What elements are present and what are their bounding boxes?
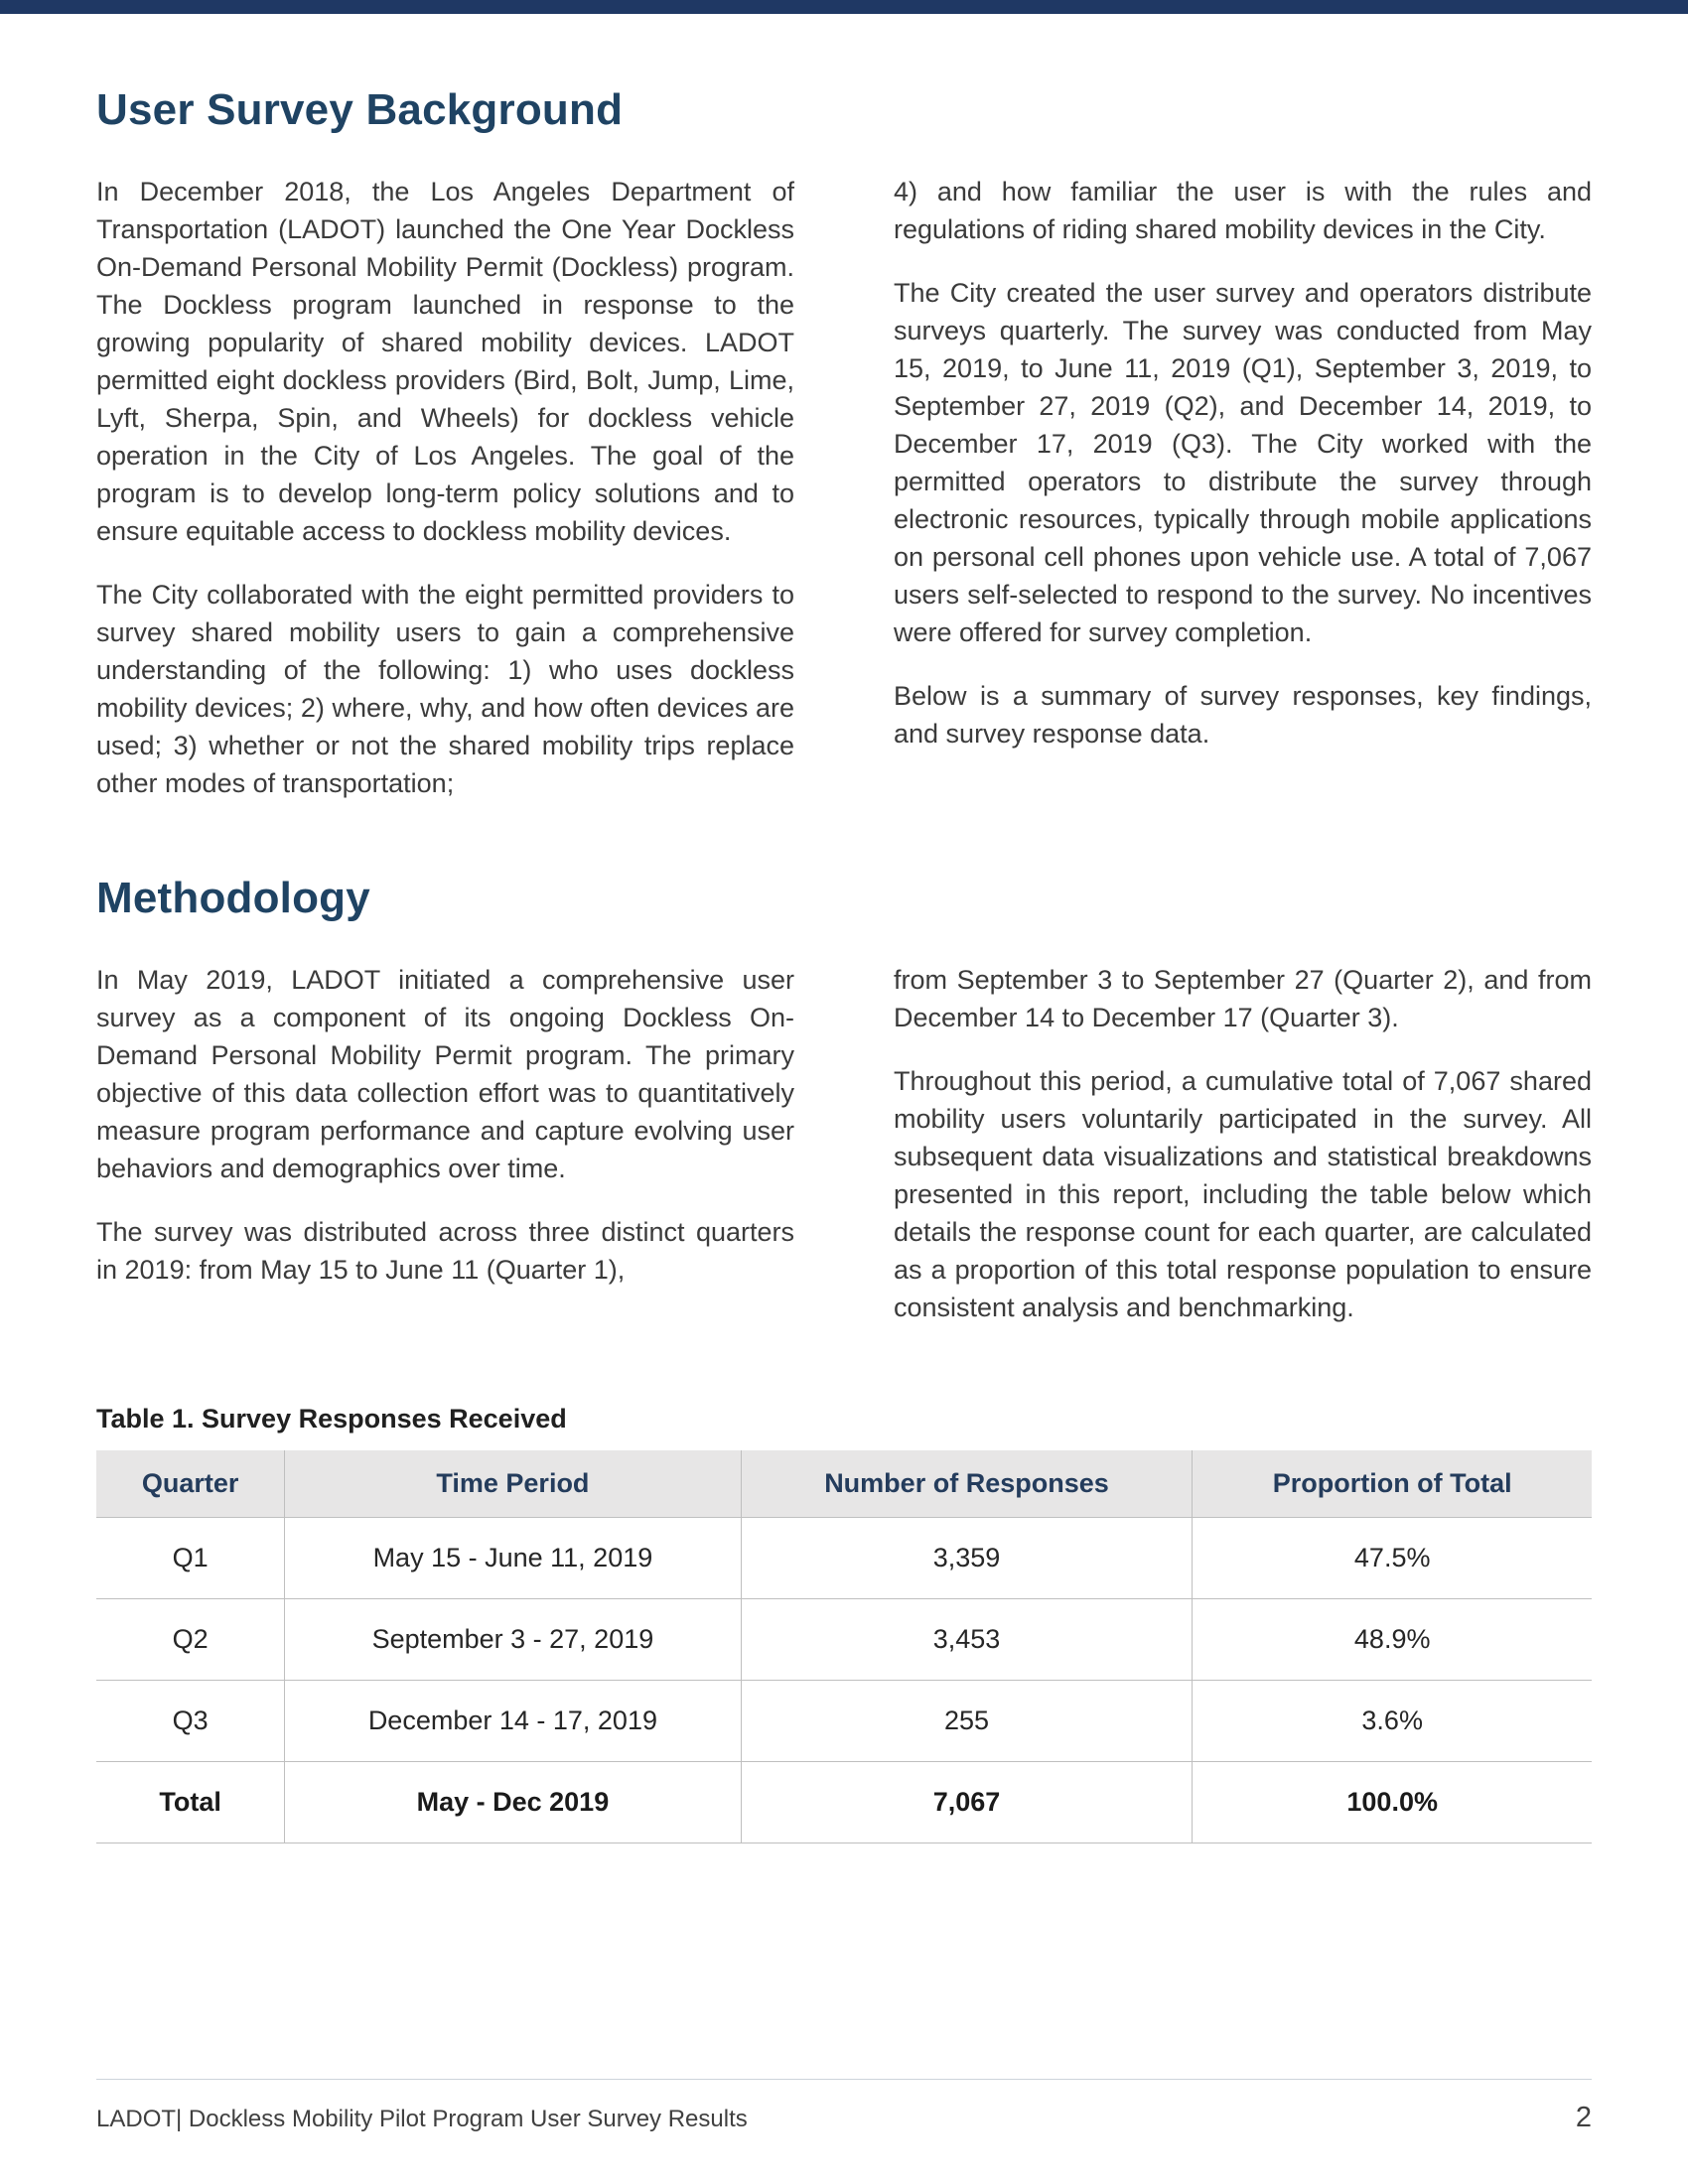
cell-responses: 3,359 (741, 1518, 1193, 1599)
body-paragraph: The survey was distributed across three distinct quarters in 2019: from May 15 to June 11 (Quarter 1), (96, 1217, 794, 1285)
section-methodology (96, 874, 1592, 1326)
table-row (96, 1681, 1592, 1762)
column-header-quarter: Quarter (96, 1450, 285, 1518)
cell-proportion: 3.6% (1193, 1681, 1592, 1762)
survey-responses-table (96, 1450, 1592, 1843)
cell-quarter: Total (96, 1762, 285, 1843)
body-paragraph: In May 2019, LADOT initiated a comprehensive user survey as a component of its ongoing Dockless On-Demand Personal Mobility Permit program. The primary objective of this data collection effort was to quantitatively measure program performance and capture evolving user behaviors and demographics over time. (96, 965, 794, 1183)
cell-responses: 3,453 (741, 1599, 1193, 1681)
section-title-methodology: Methodology (96, 874, 370, 922)
cell-time-period: May - Dec 2019 (285, 1762, 741, 1843)
cell-responses: 255 (741, 1681, 1193, 1762)
footer-document-title: LADOT| Dockless Mobility Pilot Program User Survey Results (96, 2106, 748, 2132)
left-column (96, 961, 794, 1326)
column-header-proportion-of-total: Proportion of Total (1193, 1450, 1592, 1518)
left-column (96, 173, 794, 802)
two-column-layout (96, 173, 1592, 802)
cell-proportion: 100.0% (1193, 1762, 1592, 1843)
body-paragraph: 4) and how familiar the user is with the rules and regulations of riding shared mobility devices in the City. (894, 177, 1592, 244)
cell-quarter: Q3 (96, 1681, 285, 1762)
body-paragraph: The City created the user survey and operators distribute surveys quarterly. The survey was conducted from May 15, 2019, to June 11, 2019 (Q1), September 3, 2019, to September 27, 2019 (Q2), and December 14, 2019, to December 17, 2019 (Q3). The City worked with the permitted operators to distribute the survey through electronic resources, typically through mobile applications on personal cell phones upon vehicle use. A total of 7,067 users self-selected to respond to the survey. No incentives were offered for survey completion. (894, 278, 1592, 647)
cell-responses: 7,067 (741, 1762, 1193, 1843)
footer-divider (96, 2079, 1592, 2080)
cell-quarter: Q2 (96, 1599, 285, 1681)
section-user-survey-background (96, 85, 1592, 802)
table-row (96, 1599, 1592, 1681)
table-caption: Table 1. Survey Responses Received (96, 1404, 567, 1433)
cell-quarter: Q1 (96, 1518, 285, 1599)
cell-time-period: December 14 - 17, 2019 (285, 1681, 741, 1762)
table-header-row (96, 1450, 1592, 1518)
two-column-layout (96, 961, 1592, 1326)
body-paragraph: The City collaborated with the eight permitted providers to survey shared mobility users to gain a comprehensive understanding of the following: 1) who uses dockless mobility devices; 2) where, why, and how often devices are used; 3) whether or not the shared mobility trips replace other modes of transportation; (96, 580, 794, 798)
body-paragraph: from September 3 to September 27 (Quarter 2), and from December 14 to December 17 (Quarter 3). (894, 965, 1592, 1032)
page-footer (96, 2079, 1592, 2134)
column-header-number-of-responses: Number of Responses (741, 1450, 1193, 1518)
cell-proportion: 47.5% (1193, 1518, 1592, 1599)
top-accent-bar (0, 0, 1688, 14)
cell-time-period: September 3 - 27, 2019 (285, 1599, 741, 1681)
body-paragraph: In December 2018, the Los Angeles Department of Transportation (LADOT) launched the One Year Dockless On-Demand Personal Mobility Permit (Dockless) program. The Dockless program launched in response to the growing popularity of shared mobility devices. LADOT permitted eight dockless providers (Bird, Bolt, Jump, Lime, Lyft, Sherpa, Spin, and Wheels) for dockless vehicle operation in the City of Los Angeles. The goal of the program is to develop long-term policy solutions and to ensure equitable access to dockless mobility devices. (96, 177, 794, 546)
body-paragraph: Below is a summary of survey responses, key findings, and survey response data. (894, 681, 1592, 749)
page-content (96, 14, 1592, 1843)
body-paragraph: Throughout this period, a cumulative total of 7,067 shared mobility users voluntarily participated in the survey. All subsequent data visualizations and statistical breakdowns presented in this report, including the table below which details the response count for each quarter, are calculated as a proportion of this total response population to ensure consistent analysis and benchmarking. (894, 1066, 1592, 1322)
cell-proportion: 48.9% (1193, 1599, 1592, 1681)
right-column (894, 961, 1592, 1326)
section-title-user-survey-background: User Survey Background (96, 85, 624, 134)
footer-page-number: 2 (1575, 2102, 1592, 2133)
right-column (894, 173, 1592, 802)
column-header-time-period: Time Period (285, 1450, 741, 1518)
table-row (96, 1518, 1592, 1599)
table-row-total (96, 1762, 1592, 1843)
cell-time-period: May 15 - June 11, 2019 (285, 1518, 741, 1599)
